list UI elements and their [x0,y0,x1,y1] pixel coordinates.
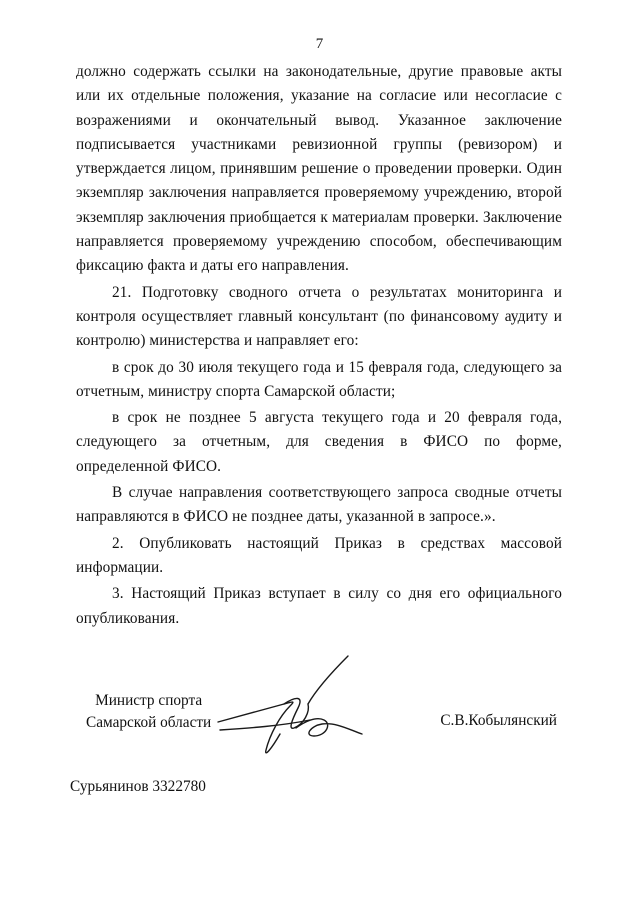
paragraph-item-2-publish: 2. Опубликовать настоящий Приказ в средствах массовой информации. [76,534,562,576]
signer-title-line2: Самарской области [86,714,212,731]
paragraph-request-case: В случае направления соответствующего запроса сводные отчеты направляются в ФИСО не позднее даты, указанной в запросе.». [76,484,562,526]
paragraph-deadline-fiso: в срок не позднее 5 августа текущего года и 20 февраля года, следующего за отчетным, для сведения в ФИСО по форме, определенной ФИСО. [76,409,562,475]
paragraph-item-21: 21. Подготовку сводного отчета о результатах мониторинга и контроля осуществляет главный консультант (по финансовому аудиту и контролю) министерства и направляет его: [76,283,562,350]
signature-block [0,690,639,770]
signer-title [86,690,211,734]
page-number: 7 [315,36,324,52]
signer-title-line1: Министр спорта [95,692,203,709]
signer-name: С.В.Кобылянский [440,712,557,729]
handwritten-signature [200,650,370,770]
document-body [76,60,562,631]
paragraph-conclusion-continuation: должно содержать ссылки на законодательные, другие правовые акты или их отдельные положения, указание на согласие или несогласие с возражениями и окончательный вывод. Указанное заключение подписывается участниками ревизионной группы (ревизором) и утверждается лицом, принявшим решение о проведении проверки. Один экземпляр заключения направляется проверяемому учреждению, второй экземпляр заключения приобщается к материалам проверки. Заключение направляется проверяемому учреждению способом, обеспечивающим фиксацию факта и даты его направления. [76,63,562,275]
paragraph-deadline-minister: в срок до 30 июля текущего года и 15 февраля года, следующего за отчетным, министру спорта Самарской области; [76,358,562,400]
paragraph-item-3-effective: 3. Настоящий Приказ вступает в силу со дня его официального опубликования. [76,585,562,627]
executor-contact: Сурьянинов 3322780 [70,778,206,795]
